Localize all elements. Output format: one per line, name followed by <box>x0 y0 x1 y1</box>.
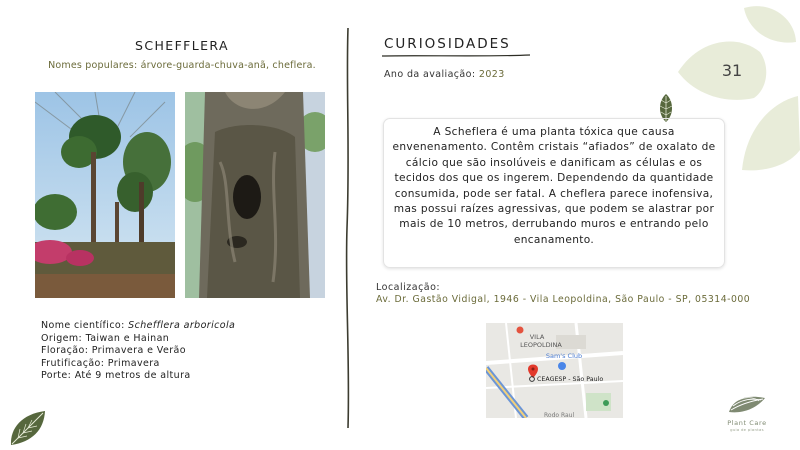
curiosities-title: CURIOSIDADES <box>384 36 511 52</box>
address: Av. Dr. Gastão Vidigal, 1946 - Vila Leopoldina, São Paulo - SP, 05314-000 <box>376 294 751 305</box>
location-label: Localização: <box>376 282 441 293</box>
logo-name: Plant Care <box>727 419 767 427</box>
page-divider <box>343 28 353 428</box>
curiosity-text: A Scheflera é uma planta tóxica que causa envenenamento. Contêm cristais “afiados” de oxalato de cálcio que são insolúveis e danificam as células e os tecidos dos que os ingerem. Dependendo da quantidade consumida, pode ser fatal. A cheflera parece inofensiva, mas possui raízes agressivas, que podem se alastrar por mais de 10 metros, derrubando muros e entrando pelo encanamento. <box>383 118 725 268</box>
flowering: Floração: Primavera e Verão <box>41 345 186 356</box>
map-place-2: CEAGESP - São Paulo <box>537 376 604 383</box>
fruiting: Frutificação: Primavera <box>41 357 160 369</box>
year-label: Ano da avaliação: <box>384 69 479 80</box>
plant-info <box>41 320 235 383</box>
map-street: Rodo Raul <box>544 412 575 418</box>
trunk-photo <box>185 92 325 298</box>
map-district-1: VILA <box>529 333 545 341</box>
scientific-label: Nome científico: <box>41 320 129 331</box>
size: Porte: Até 9 metros de altura <box>41 370 191 381</box>
map-district-2: LEOPOLDINA <box>520 341 562 349</box>
plant-care-logo <box>718 392 776 432</box>
logo-tagline: guia de plantas <box>730 427 764 432</box>
scientific-name: Schefflera arboricola <box>128 320 236 331</box>
title-underline <box>382 53 530 59</box>
year-value: 2023 <box>478 69 505 80</box>
map-place-1: Sam's Club <box>545 352 583 360</box>
origin: Origem: Taiwan e Hainan <box>41 332 170 344</box>
page-number: 31 <box>721 61 743 80</box>
evaluation-year <box>384 69 505 80</box>
tree-photo <box>35 92 175 298</box>
location-map[interactable] <box>486 323 623 418</box>
plant-title: SCHEFFLERA <box>135 38 229 53</box>
logo-leaves-icon <box>727 392 767 414</box>
popular-names: Nomes populares: árvore-guarda-chuva-anã, cheflera. <box>48 60 316 71</box>
leaf-icon <box>8 408 48 448</box>
